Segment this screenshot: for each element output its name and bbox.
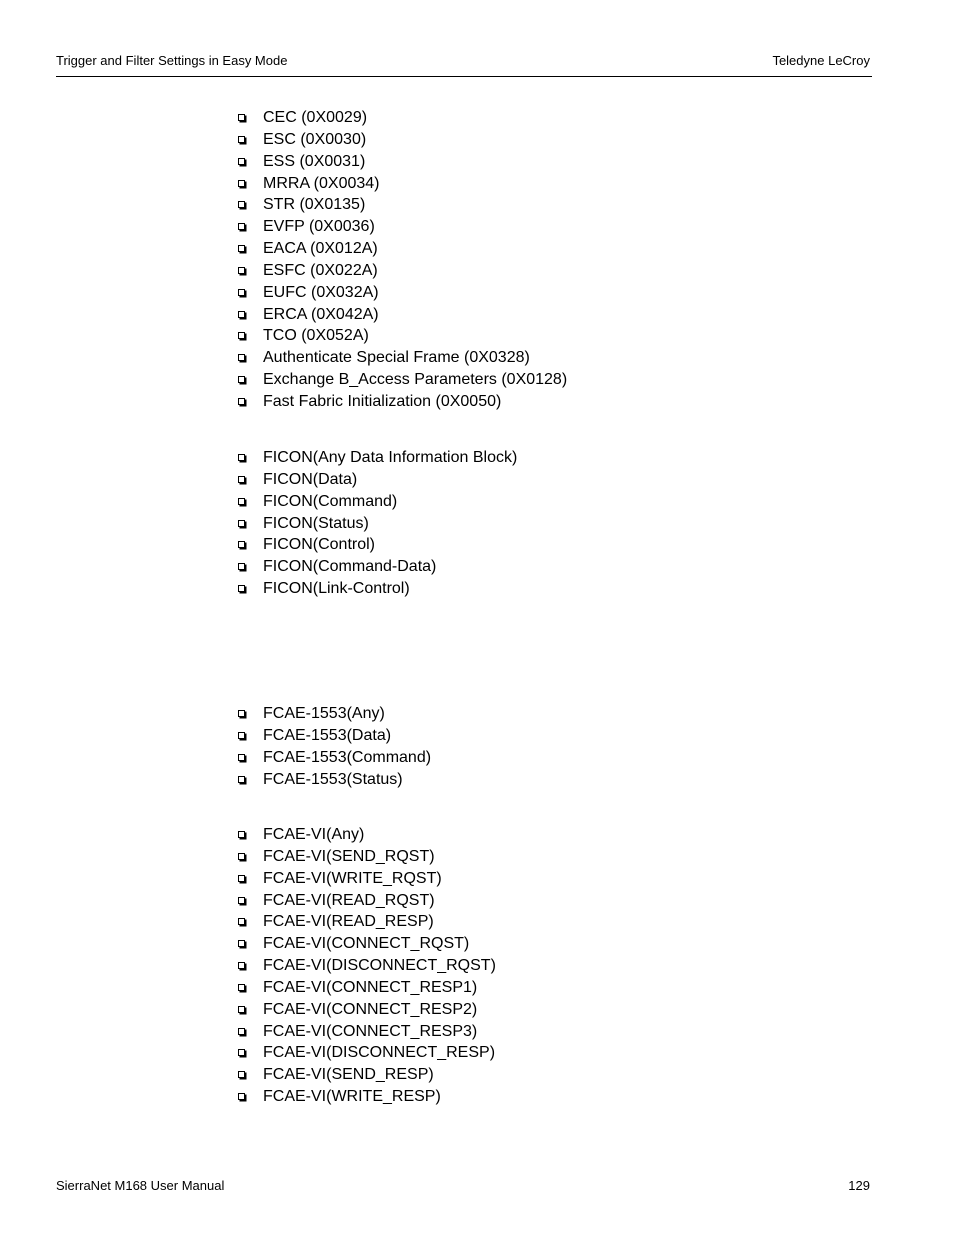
list-item-label: EUFC (0X032A)	[263, 283, 379, 301]
checkbox-bullet-icon	[238, 831, 245, 838]
header-company: Teledyne LeCroy	[772, 53, 870, 68]
checkbox-bullet-icon	[238, 158, 245, 165]
checkbox-bullet-icon	[238, 289, 245, 296]
checkbox-bullet-icon	[238, 940, 245, 947]
list-item-label: FICON(Data)	[263, 470, 358, 488]
checkbox-bullet-icon	[238, 332, 245, 339]
list-item-label: FICON(Control)	[263, 536, 376, 554]
checkbox-bullet-icon	[238, 476, 245, 483]
checkbox-bullet-icon	[238, 180, 245, 187]
list-item-label: FCAE-VI(WRITE_RQST)	[263, 869, 442, 887]
list-item-label: STR (0X0135)	[263, 196, 366, 214]
checkbox-bullet-icon	[238, 1071, 245, 1078]
list-item-label: FICON(Command)	[263, 492, 398, 510]
checkbox-bullet-icon	[238, 918, 245, 925]
list-item-label: EVFP (0X0036)	[263, 218, 375, 236]
list-item-label: ESS (0X0031)	[263, 152, 366, 170]
checkbox-bullet-icon	[238, 136, 245, 143]
list-item-label: FCAE-VI(Any)	[263, 826, 365, 843]
list-item-label: FICON(Status)	[263, 514, 369, 532]
checkbox-bullet-icon	[238, 354, 245, 361]
checkbox-bullet-icon	[238, 875, 245, 882]
list-item-label: ERCA (0X042A)	[263, 305, 379, 323]
list-item-label: FCAE-1553(Command)	[263, 748, 432, 766]
checkbox-bullet-icon	[238, 1049, 245, 1056]
list-item-label: TCO (0X052A)	[263, 327, 369, 345]
checkbox-bullet-icon	[238, 776, 245, 783]
checkbox-bullet-icon	[238, 498, 245, 505]
list-item-label: FCAE-1553(Any)	[263, 705, 385, 722]
list-item-label: EACA (0X012A)	[263, 240, 378, 258]
list-item-label: Authenticate Special Frame (0X0328)	[263, 349, 530, 367]
list-item-label: FICON(Command-Data)	[263, 558, 437, 576]
checkbox-bullet-icon	[238, 520, 245, 527]
list-item-label: FCAE-VI(CONNECT_RQST)	[263, 935, 470, 953]
list-item-label: FCAE-VI(READ_RQST)	[263, 891, 435, 909]
list-item-label: Exchange B_Access Parameters (0X0128)	[263, 371, 568, 389]
list-item-label: FICON(Link-Control)	[263, 580, 410, 598]
checkbox-bullet-icon	[238, 223, 245, 230]
checkbox-bullet-icon	[238, 201, 245, 208]
list-item-label: MRRA (0X0034)	[263, 174, 380, 192]
list-item-label: FCAE-1553(Status)	[263, 770, 403, 788]
checkbox-bullet-icon	[238, 1006, 245, 1013]
checkbox-bullet-icon	[238, 984, 245, 991]
checkbox-bullet-icon	[238, 585, 245, 592]
checkbox-bullet-icon	[238, 114, 245, 121]
checkbox-bullet-icon	[238, 267, 245, 274]
list-item-label: FCAE-VI(DISCONNECT_RESP)	[263, 1044, 496, 1062]
list-item-label: FCAE-VI(SEND_RESP)	[263, 1066, 434, 1084]
page-footer	[56, 1177, 872, 1197]
checkbox-bullet-icon	[238, 897, 245, 904]
checkbox-bullet-icon	[238, 541, 245, 548]
list-item-label: CEC (0X0029)	[263, 109, 368, 126]
list-item-label: FCAE-VI(READ_RESP)	[263, 913, 434, 931]
checkbox-bullet-icon	[238, 1028, 245, 1035]
list-item-label: FCAE-VI(CONNECT_RESP3)	[263, 1022, 478, 1040]
checkbox-bullet-icon	[238, 563, 245, 570]
checkbox-bullet-icon	[238, 853, 245, 860]
checkbox-bullet-icon	[238, 311, 245, 318]
list-item-label: ESFC (0X022A)	[263, 261, 378, 279]
checkbox-bullet-icon	[238, 454, 245, 461]
list-item-label: ESC (0X0030)	[263, 130, 367, 148]
page-number: 129	[848, 1178, 870, 1193]
list-item-label: FCAE-VI(CONNECT_RESP2)	[263, 1000, 478, 1018]
checkbox-bullet-icon	[238, 398, 245, 405]
checkbox-bullet-icon	[238, 754, 245, 761]
footer-manual-title: SierraNet M168 User Manual	[56, 1178, 225, 1193]
list-item-label: FCAE-1553(Data)	[263, 726, 392, 744]
page-header	[56, 52, 872, 77]
checkbox-bullet-icon	[238, 732, 245, 739]
list-item-label: FCAE-VI(WRITE_RESP)	[263, 1088, 441, 1106]
checkbox-bullet-icon	[238, 1093, 245, 1100]
header-section-title: Trigger and Filter Settings in Easy Mode	[56, 53, 288, 68]
checkbox-bullet-icon	[238, 245, 245, 252]
checkbox-bullet-icon	[238, 962, 245, 969]
list-item-label: FCAE-VI(DISCONNECT_RQST)	[263, 957, 496, 975]
checkbox-bullet-icon	[238, 376, 245, 383]
list-item-label: FCAE-VI(SEND_RQST)	[263, 847, 435, 865]
checkbox-bullet-icon	[238, 710, 245, 717]
list-item-label: FICON(Any Data Information Block)	[263, 449, 518, 466]
list-item-label: Fast Fabric Initialization (0X0050)	[263, 392, 502, 410]
list-item-label: FCAE-VI(CONNECT_RESP1)	[263, 978, 478, 996]
